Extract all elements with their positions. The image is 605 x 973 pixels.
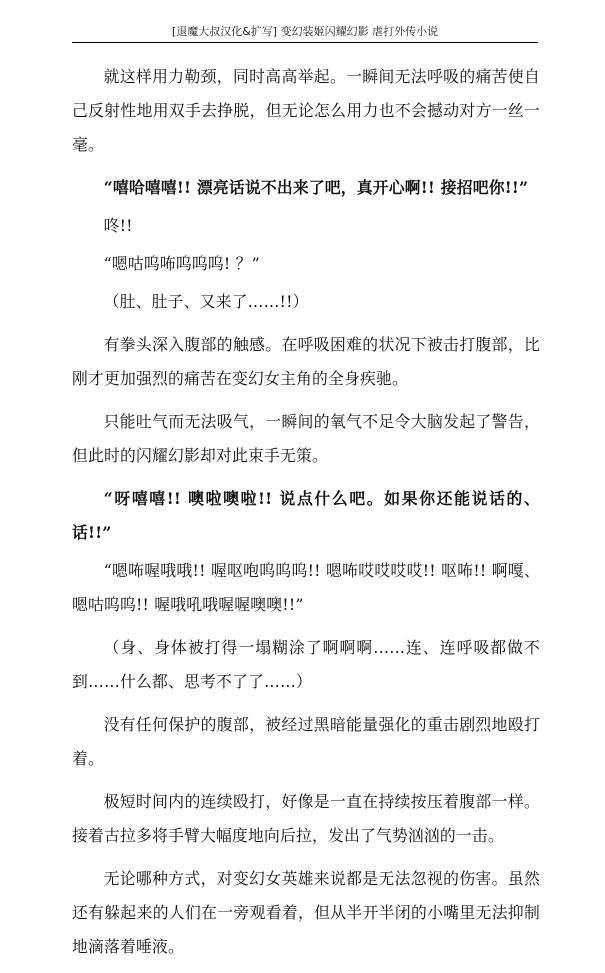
dialogue-paragraph: “嗯咕呜咘呜呜呜! ？” (103, 254, 260, 273)
paragraph: 就这样用力勒颈，同时高高举起。一瞬间无法呼吸的痛苦使自己反射性地用双手去挣脱，但无论怎么用力也不会撼动对方一丝一毫。 (72, 67, 540, 154)
body-text (72, 60, 540, 973)
paragraph: 极短时间内的连续殴打，好像是一直在持续按压着腹部一样。接着古拉多将手臂大幅度地向后拉，发出了气势汹汹的一击。 (72, 792, 540, 845)
dialogue-paragraph: “嗯咘喔哦哦!! 喔呕咆呜呜呜!! 嗯咘哎哎哎哎!! 呕咘!! 啊嘎、嗯咕呜呜!! 喔哦吼哦喔喔噢噢!!” (72, 561, 540, 614)
inner-thought-paragraph: （肚、肚子、又来了……!!） (103, 292, 309, 311)
dialogue-paragraph: “呀嘻嘻!! 噢啦噢啦!! 说点什么吧。如果你还能说话的、话!!” (72, 489, 540, 542)
dialogue-paragraph: “嘻哈嘻嘻!! 漂亮话说不出来了吧，真开心啊!! 接招吧你!!” (103, 178, 529, 197)
sound-effect: 咚!! (103, 216, 133, 235)
paragraph: 无论哪种方式，对变幻女英雄来说都是无法忽视的伤害。虽然还有躲起来的人们在一旁观看着，但从半开半闭的小嘴里无法抑制地滴落着唾液。 (72, 869, 540, 956)
page-header: [退魔大叔汉化&扩写] 变幻装姬闪耀幻影 虐打外传小说 (72, 22, 538, 43)
paragraph: 有拳头深入腹部的触感。在呼吸困难的状况下被击打腹部，比刚才更加强烈的痛苦在变幻女主角的全身疾驰。 (72, 335, 540, 388)
paragraph: 没有任何保护的腹部，被经过黑暗能量强化的重击剧烈地殴打着。 (72, 715, 540, 768)
paragraph: 只能吐气而无法吸气，一瞬间的氧气不足令大脑发起了警告，但此时的闪耀幻影却对此束手无策。 (72, 412, 540, 465)
inner-thought-paragraph: （身、身体被打得一塌糊涂了啊啊啊……连、连呼吸都做不到……什么都、思考不了了……） (72, 638, 540, 691)
